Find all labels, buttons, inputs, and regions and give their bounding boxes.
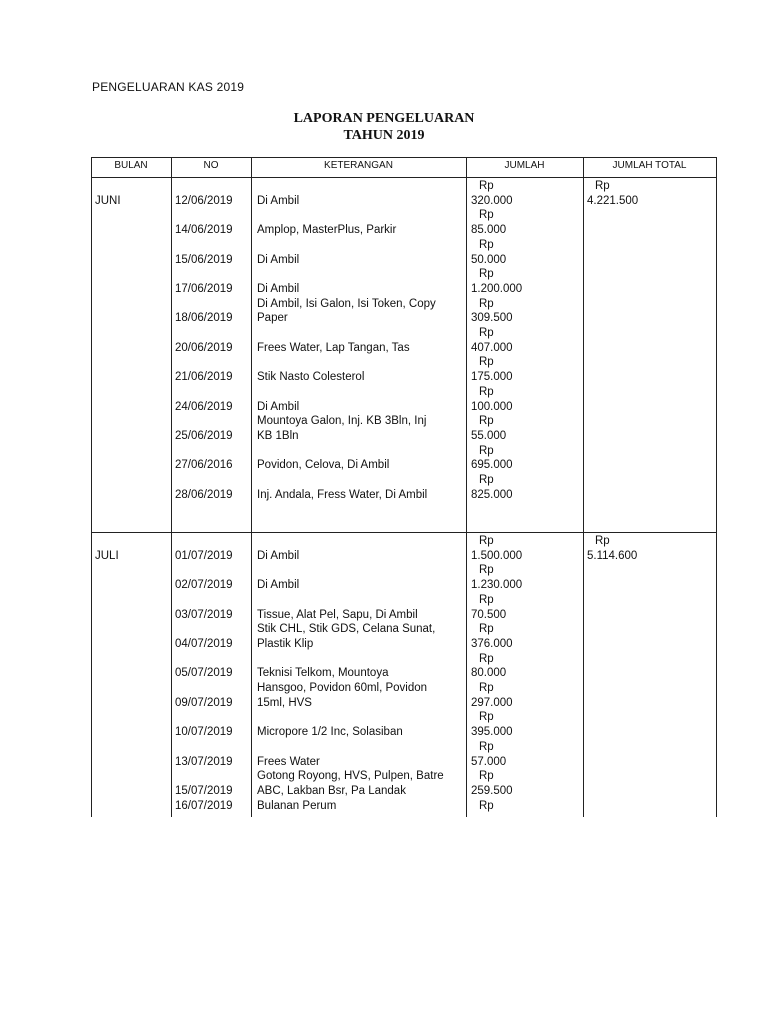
table-border: [716, 157, 717, 817]
table-border: [91, 157, 717, 158]
amount-currency: Rp: [479, 652, 494, 665]
row-date: 09/07/2019: [175, 696, 233, 709]
row-date: 21/06/2019: [175, 371, 233, 384]
amount-currency: Rp: [479, 711, 494, 724]
row-description: KB 1Bln: [257, 429, 299, 442]
row-date: 04/07/2019: [175, 637, 233, 650]
row-date: 24/06/2019: [175, 400, 233, 413]
column-header-jumlah-total: JUMLAH TOTAL: [612, 160, 687, 171]
document-header: PENGELUARAN KAS 2019: [92, 80, 245, 94]
row-amount: 175.000: [471, 371, 513, 384]
table-border: [251, 157, 252, 817]
amount-currency: Rp: [479, 444, 494, 457]
row-date: 12/06/2019: [175, 194, 233, 207]
row-description: Micropore 1/2 Inc, Solasiban: [257, 726, 403, 739]
row-description: 15ml, HVS: [257, 696, 312, 709]
column-header-no: NO: [203, 160, 219, 171]
row-description: Di Ambil: [257, 282, 300, 295]
amount-currency: Rp: [479, 799, 494, 812]
report-title: [0, 110, 768, 144]
row-amount: 395.000: [471, 726, 513, 739]
report-title-line1: LAPORAN PENGELUARAN: [293, 111, 475, 126]
amount-currency: Rp: [479, 238, 494, 251]
row-description: Di Ambil: [257, 194, 300, 207]
table-border: [583, 157, 584, 817]
row-description: Mountoya Galon, Inj. KB 3Bln, Inj: [257, 415, 427, 428]
row-description: Inj. Andala, Fress Water, Di Ambil: [257, 488, 428, 501]
column-header-keterangan: KETERANGAN: [324, 160, 393, 171]
row-date: 03/07/2019: [175, 608, 233, 621]
row-description: Di Ambil: [257, 253, 300, 266]
table-border: [171, 157, 172, 817]
row-amount: 50.000: [471, 253, 507, 266]
column-header-bulan: BULAN: [114, 160, 148, 171]
row-amount: 1.500.000: [471, 549, 523, 562]
row-amount: 80.000: [471, 667, 507, 680]
row-date: 15/06/2019: [175, 253, 233, 266]
row-amount: 320.000: [471, 194, 513, 207]
row-description: Teknisi Telkom, Mountoya: [257, 667, 389, 680]
row-amount: 1.200.000: [471, 282, 523, 295]
amount-currency: Rp: [479, 564, 494, 577]
amount-currency: Rp: [479, 740, 494, 753]
table-border: [466, 157, 467, 817]
row-description: Hansgoo, Povidon 60ml, Povidon: [257, 682, 428, 694]
amount-currency: Rp: [479, 623, 494, 636]
row-description: Plastik Klip: [257, 637, 314, 650]
row-description: Paper: [257, 312, 288, 325]
total-currency: Rp: [595, 535, 610, 547]
amount-currency: Rp: [479, 180, 494, 192]
amount-currency: Rp: [479, 209, 494, 222]
amount-currency: Rp: [479, 535, 494, 547]
row-description: Tissue, Alat Pel, Sapu, Di Ambil: [257, 608, 418, 621]
row-date: 13/07/2019: [175, 755, 233, 768]
amount-currency: Rp: [479, 770, 494, 783]
row-date: 01/07/2019: [175, 549, 233, 562]
total-currency: Rp: [595, 180, 610, 192]
amount-currency: Rp: [479, 385, 494, 398]
row-amount: 695.000: [471, 459, 513, 472]
expense-ledger-table: [91, 157, 717, 817]
row-description: Frees Water, Lap Tangan, Tas: [257, 341, 410, 354]
row-description: Di Ambil, Isi Galon, Isi Token, Copy: [257, 297, 436, 310]
row-description: Stik Nasto Colesterol: [257, 371, 365, 384]
row-description: Frees Water: [257, 755, 320, 768]
row-description: Povidon, Celova, Di Ambil: [257, 459, 390, 472]
month-total: 4.221.500: [587, 194, 639, 207]
row-description: Stik CHL, Stik GDS, Celana Sunat,: [257, 623, 436, 636]
row-amount: 100.000: [471, 400, 513, 413]
row-description: Amplop, MasterPlus, Parkir: [257, 224, 397, 237]
row-description: Di Ambil: [257, 549, 300, 562]
amount-currency: Rp: [479, 268, 494, 281]
month-label: JULI: [95, 549, 119, 562]
row-amount: 309.500: [471, 312, 513, 325]
table-border: [91, 177, 717, 178]
row-date: 10/07/2019: [175, 726, 233, 739]
row-date: 17/06/2019: [175, 282, 233, 295]
row-description: Di Ambil: [257, 400, 300, 413]
row-amount: 55.000: [471, 429, 507, 442]
row-date: 02/07/2019: [175, 579, 233, 592]
row-description: Bulanan Perum: [257, 799, 337, 812]
column-header-jumlah: JUMLAH: [504, 160, 545, 171]
month-total: 5.114.600: [587, 549, 638, 562]
row-date: 27/06/2016: [175, 459, 233, 472]
row-description: Gotong Royong, HVS, Pulpen, Batre: [257, 770, 444, 783]
row-amount: 376.000: [471, 637, 513, 650]
row-description: Di Ambil: [257, 579, 300, 592]
row-amount: 259.500: [471, 784, 513, 797]
row-date: 25/06/2019: [175, 429, 233, 442]
row-date: 05/07/2019: [175, 667, 233, 680]
row-date: 28/06/2019: [175, 488, 233, 501]
row-amount: 1.230.000: [471, 579, 523, 592]
amount-currency: Rp: [479, 327, 494, 339]
row-date: 18/06/2019: [175, 312, 233, 325]
row-date: 20/06/2019: [175, 341, 233, 354]
amount-currency: Rp: [479, 474, 494, 486]
row-amount: 70.500: [471, 608, 507, 621]
section-divider: [91, 532, 717, 533]
row-amount: 297.000: [471, 696, 513, 709]
table-border: [91, 157, 92, 817]
amount-currency: Rp: [479, 297, 494, 310]
amount-currency: Rp: [479, 415, 494, 428]
row-date: 16/07/2019: [175, 799, 233, 812]
row-amount: 85.000: [471, 224, 507, 237]
row-amount: 825.000: [471, 488, 513, 501]
row-date: 14/06/2019: [175, 224, 233, 237]
amount-currency: Rp: [479, 682, 494, 694]
month-label: JUNI: [95, 194, 121, 207]
row-description: ABC, Lakban Bsr, Pa Landak: [257, 784, 406, 797]
row-amount: 57.000: [471, 755, 507, 768]
amount-currency: Rp: [479, 593, 494, 606]
amount-currency: Rp: [479, 356, 494, 369]
row-amount: 407.000: [471, 341, 513, 354]
row-date: 15/07/2019: [175, 784, 233, 797]
report-title-line2: TAHUN 2019: [343, 128, 425, 143]
